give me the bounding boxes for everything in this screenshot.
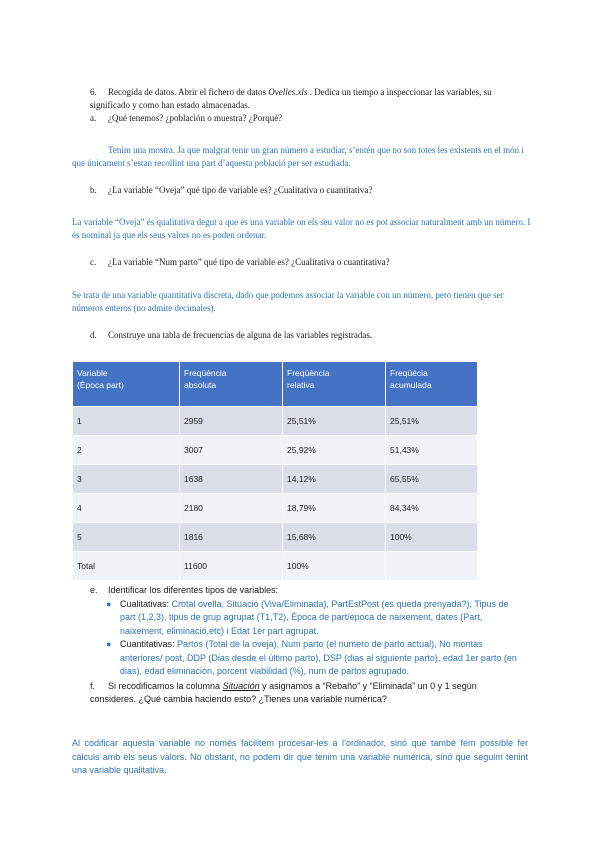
table-cell: 25,51% xyxy=(283,407,386,436)
table-cell: 1816 xyxy=(180,523,283,552)
answer-a xyxy=(72,144,532,170)
question-b xyxy=(90,184,530,197)
table-cell: 84,34% xyxy=(386,494,478,523)
header-cumulative-frequency xyxy=(386,362,478,407)
column-name: Situación xyxy=(222,680,260,691)
table-cell: 2959 xyxy=(180,407,283,436)
bullet-icon: ● xyxy=(106,639,112,649)
table-cell: 15,68% xyxy=(283,523,386,552)
header-line: Freqüència xyxy=(287,368,330,378)
table-cell: 25,92% xyxy=(283,436,386,465)
frequency-table xyxy=(72,361,478,581)
answer-text: Se trata de una variable quantitativa discreta, dado que podemos associar la variable con un número, pero tienen que ser números enteros (no admite decimales). xyxy=(72,290,504,314)
answer-b xyxy=(72,216,532,242)
table-cell: 14,12% xyxy=(283,465,386,494)
conclusion-paragraph xyxy=(72,737,528,778)
list-item-title: Cualitativas: xyxy=(120,598,172,609)
table-cell: 11600 xyxy=(180,552,283,581)
question-label: b. xyxy=(90,185,97,195)
question-f xyxy=(90,680,520,707)
answer-c xyxy=(72,289,532,315)
table-cell: 18,79% xyxy=(283,494,386,523)
question-text: ¿Qué tenemos? ¿población o muestra? ¿Porqué? xyxy=(108,113,283,123)
bullet-icon: ● xyxy=(106,598,112,609)
table-row xyxy=(73,407,478,436)
question-label: f. xyxy=(90,680,96,691)
table-row-total xyxy=(73,552,478,581)
table-row xyxy=(73,465,478,494)
question-text-after: y asignamos a “Rebaño” y “Eliminada” un 0 y 1 según consideres. ¿Qué cambia haciendo esto? ¿Tienes una variable numérica? xyxy=(90,680,477,704)
table-cell: 1638 xyxy=(180,465,283,494)
question-e xyxy=(90,584,520,707)
table-cell: 2 xyxy=(73,436,180,465)
table-cell xyxy=(386,552,478,581)
question-label: c. xyxy=(90,257,97,267)
conclusion-text: Al codificar aquesta variable no només facilitem procesar-les a l’ordinador, sinó que també fem possible fer càlculs amb els seus valors. No obstant, no podem dir que tenim una variable numérica, sinó que seguim tenint una variable qualitativa. xyxy=(72,738,528,775)
table-row xyxy=(73,436,478,465)
question-e-heading xyxy=(90,584,520,598)
list-item-text: Partos (Total de la oveja), Num parto (el numero de parto actual), No montas anteriores/ post, DDP (Dias desde el último parto), DSP (dias al siguiente parto), edad 1er parto (en dias), edad eliminación, porcent viabilidad (%), num de partos agrupado. xyxy=(120,639,517,676)
question-text-after: . Dedica un tiempo a inspeccionar las variables, su significado y como han estado almacenadas. xyxy=(90,87,492,111)
table-header-row xyxy=(73,362,478,407)
answer-text: La variable “Oveja” és qualitativa degut a que és una variable on els seu valor no es pot associar naturalment amb un número. I és nominal ja que els seus valors no es poden ordenar. xyxy=(72,217,531,241)
list-item-qualitative xyxy=(106,598,520,639)
table-cell: Total xyxy=(73,552,180,581)
question-text: ¿La variable “Num parto” qué tipo de variable es? ¿Cualitativa o cuantitativa? xyxy=(108,257,390,267)
question-label: e. xyxy=(90,585,98,595)
table-cell: 3007 xyxy=(180,436,283,465)
answer-text: Tenim una mostra. Ja que malgrat tenir un gran número a estudiar, s’entén que no son totes les existents en el món i que únicament s’estan recollint una part d’aquesta població per ser estudiada. xyxy=(72,145,524,169)
header-line: Freqüència xyxy=(184,368,227,378)
list-item-quantitative xyxy=(106,638,520,679)
question-label: d. xyxy=(90,330,97,340)
header-line: Freqüécia xyxy=(390,368,428,378)
table-cell: 5 xyxy=(73,523,180,552)
header-relative-frequency xyxy=(283,362,386,407)
header-line: absoluta xyxy=(184,380,217,391)
question-text: ¿La variable “Oveja” qué tipo de variable es? ¿Cualitativa o cuantitativa? xyxy=(108,185,373,195)
table-row xyxy=(73,494,478,523)
question-a xyxy=(90,112,530,125)
table-cell: 100% xyxy=(283,552,386,581)
header-line: Variable xyxy=(77,368,108,378)
header-line: acumulada xyxy=(390,380,432,391)
header-line: relativa xyxy=(287,380,315,391)
variable-types-list xyxy=(90,598,520,679)
table-cell: 4 xyxy=(73,494,180,523)
question-number: 6. xyxy=(90,87,97,97)
table-cell: 65,55% xyxy=(386,465,478,494)
header-variable xyxy=(73,362,180,407)
header-line: (Època part) xyxy=(77,380,124,391)
table-cell: 25,51% xyxy=(386,407,478,436)
header-absolute-frequency xyxy=(180,362,283,407)
list-item-title: Cuantitativas: xyxy=(120,639,178,649)
table-cell: 1 xyxy=(73,407,180,436)
table-cell: 100% xyxy=(386,523,478,552)
question-d xyxy=(90,329,530,342)
filename: Ovelles.xls xyxy=(268,87,308,97)
question-6 xyxy=(90,86,530,112)
table-cell: 51,43% xyxy=(386,436,478,465)
question-text-before: Si recodificamos la columna xyxy=(108,680,223,691)
table-cell: 2180 xyxy=(180,494,283,523)
question-text-before: Recogida de datos. Abrir el fichero de datos xyxy=(108,87,269,97)
list-item-text: Crotal ovella, Situació (Viva/Eliminada), PartEstPost (es queda prenyada?), Tipus de part (1,2,3), tipus de grup agrupat (T1,T2), Època de part/època de naixement, dates (Part, naixement, eliminació,etc) i Edat 1er part agrupat. xyxy=(120,598,509,636)
question-text: Identificar los diferentes tipos de variables: xyxy=(108,585,279,595)
question-label: a. xyxy=(90,113,97,123)
table-row xyxy=(73,523,478,552)
question-c xyxy=(90,256,530,269)
question-text: Construye una tabla de frecuencias de alguna de las variables registradas. xyxy=(108,330,373,340)
table-cell: 3 xyxy=(73,465,180,494)
